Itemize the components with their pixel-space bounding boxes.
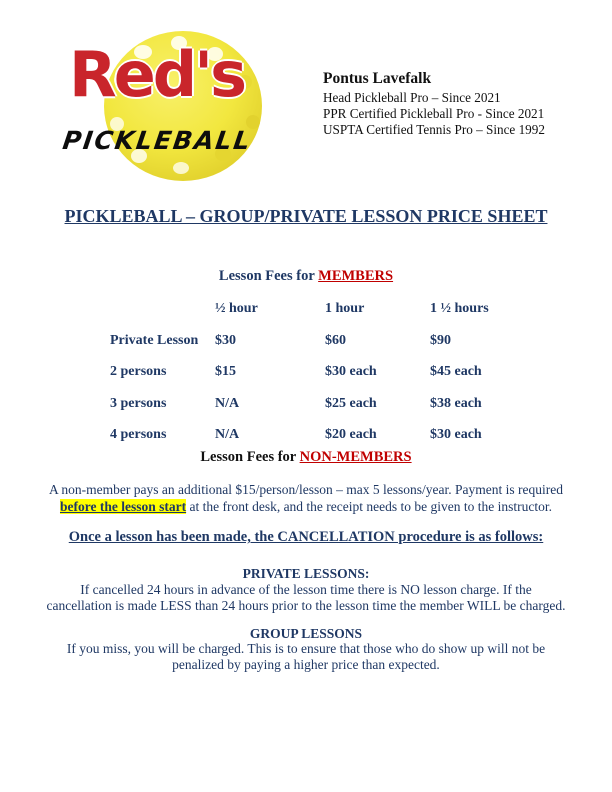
instructor-name: Pontus Lavefalk	[323, 70, 432, 87]
row-label: Private Lesson	[110, 332, 199, 348]
reds-pickleball-logo	[55, 22, 315, 187]
credential-line: USPTA Certified Tennis Pro – Since 1992	[323, 122, 545, 137]
cancellation-heading: Once a lesson has been made, the CANCELLATION procedure is as follows:	[68, 529, 544, 545]
fee-cell: N/A	[215, 427, 240, 442]
fee-cell: $20 each	[325, 427, 377, 442]
nonmember-note-line1: A non-member pays an additional $15/person/lesson – max 5 lessons/year. Payment is required	[48, 482, 564, 497]
group-lessons-heading: GROUP LESSONS	[249, 626, 363, 641]
column-header: 1 hour	[325, 301, 365, 316]
fee-cell: $15	[215, 364, 236, 379]
page-title: PICKLEBALL – GROUP/PRIVATE LESSON PRICE SHEET	[64, 206, 548, 226]
table-corner-cell	[110, 301, 215, 333]
row-label: 4 persons	[110, 427, 167, 442]
logo-subtitle-text: PICKLEBALL	[60, 126, 254, 155]
credential-line: Head Pickleball Pro – Since 2021	[323, 90, 501, 105]
row-label: 3 persons	[110, 395, 167, 411]
members-heading-prefix: Lesson Fees for	[218, 268, 319, 284]
members-fees-heading	[0, 268, 612, 285]
group-lessons-text: If you miss, you will be charged. This is to ensure that those who do show up will not be penalized by paying a higher price than expected.	[66, 641, 546, 672]
fee-cell: $30 each	[430, 427, 482, 442]
fee-cell: $30 each	[325, 364, 377, 379]
fee-cell: $60	[325, 332, 346, 348]
fee-cell: $25 each	[325, 395, 377, 411]
nonmember-note	[26, 482, 586, 515]
column-header: ½ hour	[215, 301, 258, 316]
credential-line: PPR Certified Pickleball Pro - Since 2021	[323, 106, 545, 121]
private-lessons-text: If cancelled 24 hours in advance of the lesson time there is NO lesson charge. If the cancellation is made LESS than 24 hours prior to the lesson time the member WILL be charged.	[46, 582, 566, 613]
fee-cell: $45 each	[430, 364, 482, 379]
nonmembers-heading-accent: NON-MEMBERS	[299, 449, 412, 465]
row-label: 2 persons	[110, 364, 167, 379]
lesson-fees-table	[110, 301, 550, 459]
members-heading-accent: MEMBERS	[318, 268, 394, 284]
nonmembers-heading-prefix: Lesson Fees for	[200, 449, 300, 465]
instructor-contact-block	[323, 70, 573, 138]
fee-cell: N/A	[215, 395, 240, 411]
fee-cell: $30	[215, 332, 236, 348]
fee-cell: $38 each	[430, 395, 482, 411]
fee-cell: $90	[430, 332, 451, 348]
nonmember-note-line2: at the front desk, and the receipt needs to be given to the instructor.	[186, 498, 552, 514]
private-lessons-heading: PRIVATE LESSONS:	[242, 566, 370, 581]
logo-brand-text: Red's	[69, 38, 245, 111]
nonmembers-fees-heading	[0, 449, 612, 466]
column-header: 1 ½ hours	[430, 301, 489, 316]
highlight-phrase: before the lesson start	[59, 498, 187, 514]
